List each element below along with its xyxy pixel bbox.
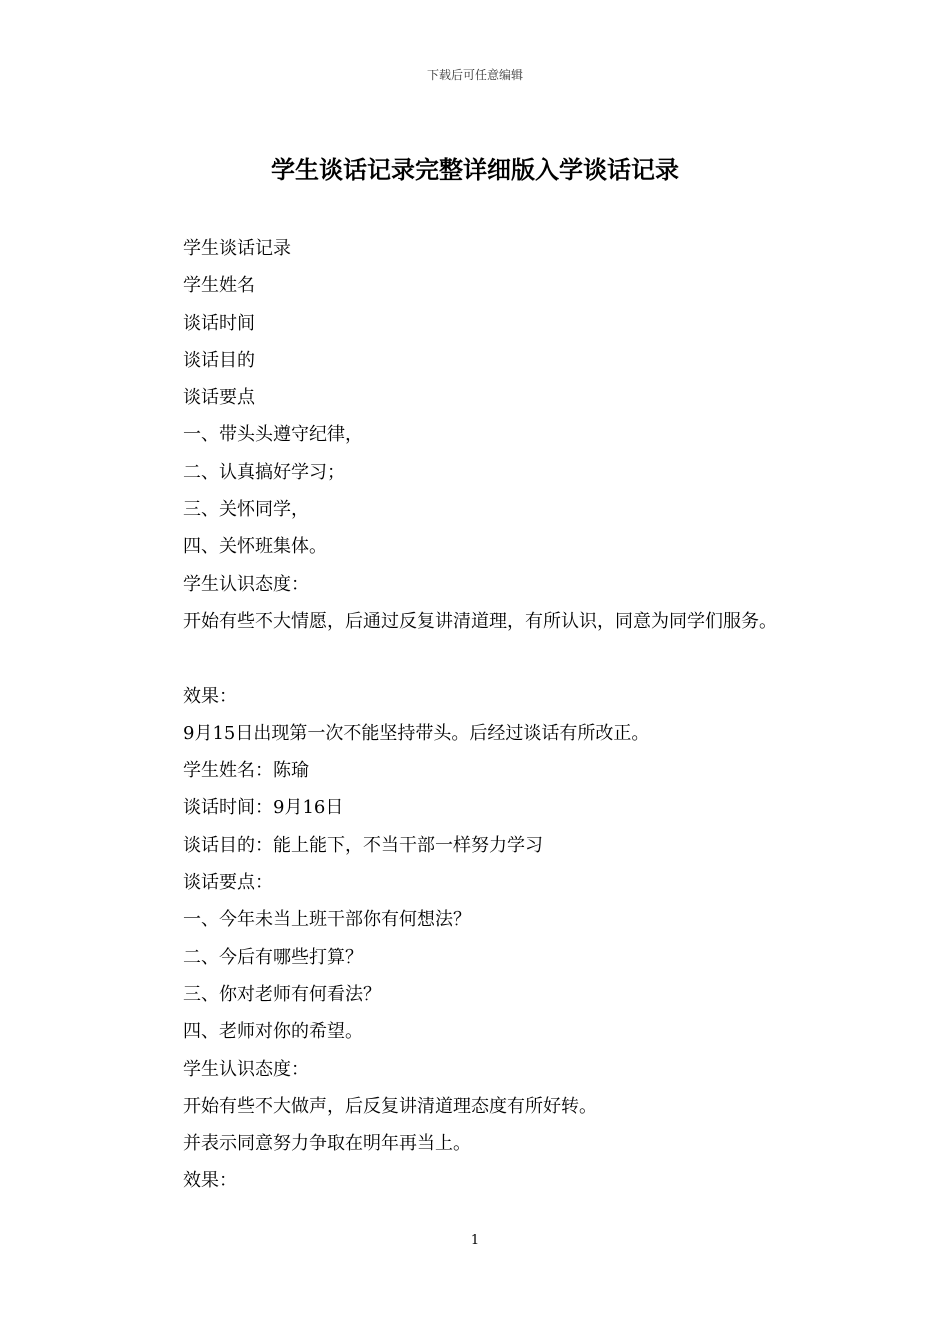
body-line: 四、关怀班集体。 [183,536,327,558]
page-number: 1 [470,1233,480,1248]
body-line: 开始有些不大情愿，后通过反复讲清道理，有所认识，同意为同学们服务。 [183,610,777,632]
body-line: 一、今年未当上班干部你有何想法？ [183,909,471,931]
page-header-note: 下载后可任意编辑 [426,68,523,82]
body-line: 二、认真搞好学习； [183,461,345,483]
body-line: 学生姓名 [183,275,255,297]
body-line: 谈话时间 [183,312,255,334]
body-line: 学生认识态度： [183,1058,309,1080]
body-line: 一、带头头遵守纪律， [183,424,363,446]
body-line: 谈话时间：9月16日 [183,797,344,819]
body-line: 谈话目的：能上能下，不当干部一样努力学习 [183,834,543,856]
body-line: 学生认识态度： [183,573,309,595]
body-line: 开始有些不大做声，后反复讲清道理态度有所好转。 [183,1095,597,1117]
body-line: 谈话要点 [183,387,255,409]
body-line: 三、关怀同学， [183,499,309,521]
document-body [183,234,863,1204]
body-line: 三、你对老师有何看法？ [183,983,381,1005]
body-line: 效果： [183,1170,237,1192]
body-line: 学生姓名：陈瑜 [183,760,309,782]
body-line: 四、老师对你的希望。 [183,1021,363,1043]
blank-line [183,644,863,681]
body-line: 谈话目的 [183,349,255,371]
body-line: 谈话要点： [183,872,273,894]
body-line: 学生谈话记录 [183,238,291,259]
document-title: 学生谈话记录完整详细版入学谈话记录 [271,155,679,184]
body-line: 9月15日出现第一次不能坚持带头。后经过谈话有所改正。 [183,722,650,744]
body-line: 并表示同意努力争取在明年再当上。 [183,1133,471,1155]
body-line: 二、今后有哪些打算？ [183,946,363,968]
body-line: 效果： [183,685,237,707]
